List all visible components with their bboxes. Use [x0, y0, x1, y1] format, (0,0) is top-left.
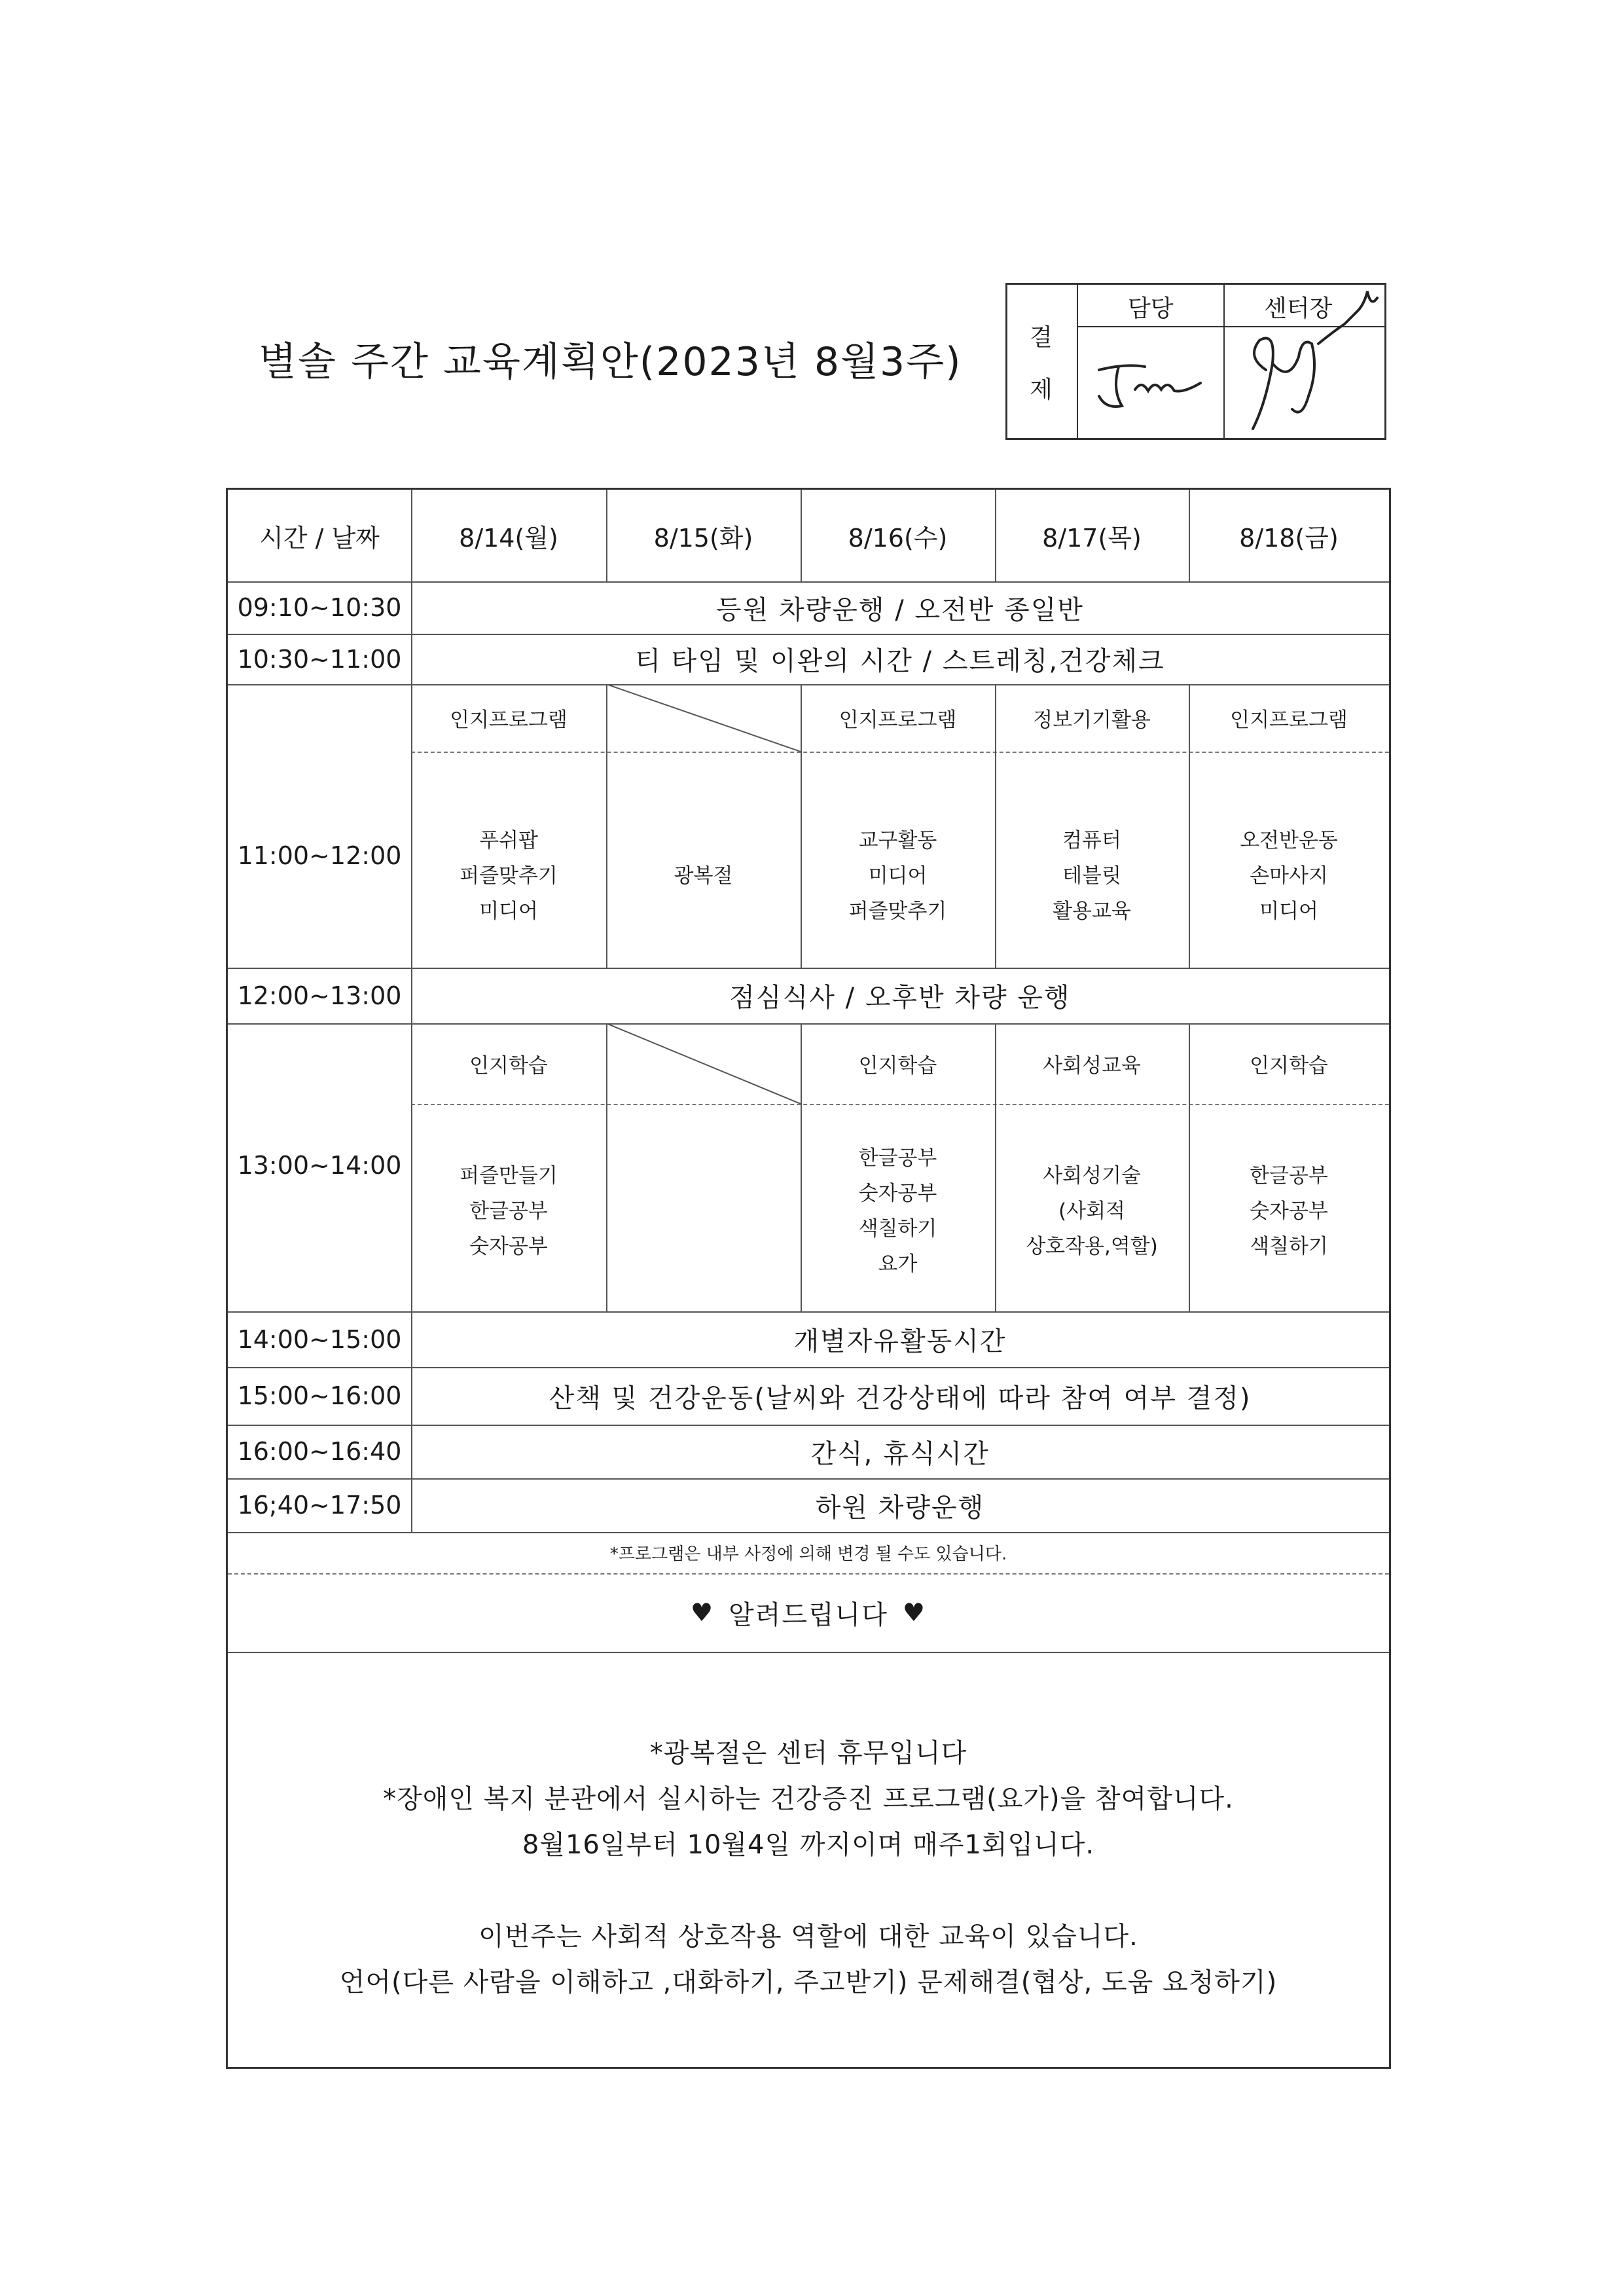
header-day-thu: 8/17(목)	[1042, 523, 1142, 553]
activity-item: 한글공부	[858, 1146, 937, 1170]
notice-line: 언어(다른 사람을 이해하고 ,대화하기, 주고받기) 문제해결(협상, 도움 요청하기)	[339, 1967, 1278, 1997]
page-title: 별솔 주간 교육계획안(2023년 8월3주)	[259, 339, 962, 385]
footnote: *프로그램은 내부 사정에 의해 변경 될 수도 있습니다.	[609, 1544, 1007, 1564]
activity-item: 광복절	[674, 864, 733, 888]
activity-item: 색칠하기	[858, 1216, 937, 1241]
activity-cell	[411, 752, 606, 968]
approval-col-manager: 담당	[1128, 295, 1174, 322]
row-activity: 등원 차량운행 / 오전반 종일반	[715, 594, 1084, 625]
activity-item: (사회적	[1058, 1199, 1125, 1223]
activity-cell	[995, 1104, 1189, 1311]
row-time: 10:30~11:00	[237, 644, 402, 674]
notice-body	[228, 1652, 1389, 2067]
category-cell: 인지프로그램	[839, 708, 957, 732]
activity-item: 요가	[878, 1252, 918, 1276]
activity-cell	[411, 1104, 606, 1311]
row-activity: 개별자유활동시간	[793, 1326, 1007, 1357]
approval-box	[1005, 283, 1386, 440]
category-cell: 인지프로그램	[1230, 708, 1348, 732]
activity-item: 미디어	[868, 864, 928, 888]
row-activity: 티 타임 및 이완의 시간 / 스트레칭,건강체크	[635, 646, 1165, 676]
activity-item: 한글공부	[1250, 1163, 1328, 1188]
holiday-cell	[606, 752, 801, 968]
notice-line: 8월16일부터 10월4일 까지이며 매주1회입니다.	[522, 1830, 1095, 1860]
activity-cell	[1189, 1104, 1389, 1311]
approval-label-1: 결	[1030, 324, 1053, 351]
header-day-fri: 8/18(금)	[1239, 523, 1339, 553]
notice-line: *장애인 복지 분관에서 실시하는 건강증진 프로그램(요가)을 참여합니다.	[383, 1784, 1234, 1814]
schedule-table	[226, 488, 1391, 2069]
row-activity: 산책 및 건강운동(날씨와 건강상태에 따라 참여 여부 결정)	[549, 1383, 1252, 1413]
row-time: 12:00~13:00	[237, 981, 402, 1010]
activity-cell	[995, 752, 1189, 968]
activity-item: 활용교육	[1053, 900, 1131, 923]
activity-item: 미디어	[479, 900, 538, 923]
diagonal-slash	[606, 1023, 801, 1104]
category-cell: 정보기기활용	[1033, 708, 1151, 732]
row-time: 14:00~15:00	[237, 1324, 402, 1354]
category-cell: 인지학습	[858, 1054, 937, 1078]
row-time: 11:00~12:00	[237, 841, 402, 870]
activity-item: 숫자공부	[858, 1181, 937, 1205]
notice-line: 이번주는 사회적 상호작용 역할에 대한 교육이 있습니다.	[478, 1922, 1138, 1952]
activity-item: 색칠하기	[1250, 1234, 1328, 1258]
row-activity: 하원 차량운행	[815, 1492, 985, 1523]
heart-icon: ♥	[691, 1598, 715, 1627]
category-cell: 인지학습	[469, 1054, 548, 1078]
activity-item: 상호작용,역할)	[1026, 1234, 1158, 1258]
activity-item: 숫자공부	[469, 1234, 548, 1258]
row-time: 16;40~17:50	[237, 1491, 402, 1520]
activity-item: 오전반운동	[1240, 829, 1338, 852]
category-cell: 인지프로그램	[450, 708, 568, 732]
row-time: 16:00~16:40	[237, 1437, 402, 1466]
header-time-date: 시간 / 날짜	[259, 523, 380, 553]
activity-item: 퍼즐맞추기	[460, 864, 558, 888]
manager-signature	[1086, 344, 1217, 422]
director-signature	[1227, 278, 1387, 442]
row-time: 13:00~14:00	[237, 1151, 402, 1180]
row-activity: 간식, 휴식시간	[810, 1438, 990, 1469]
activity-item: 숫자공부	[1250, 1199, 1328, 1223]
header-day-wed: 8/16(수)	[848, 523, 948, 553]
category-cell: 사회성교육	[1043, 1054, 1141, 1078]
activity-cell	[801, 752, 995, 968]
header-day-mon: 8/14(월)	[459, 523, 558, 553]
diagonal-slash	[606, 684, 801, 752]
activity-item: 푸쉬팝	[479, 829, 538, 852]
activity-item: 한글공부	[469, 1199, 548, 1223]
approval-label-2: 제	[1030, 376, 1053, 403]
activity-item: 테블릿	[1062, 864, 1121, 888]
heart-icon: ♥	[902, 1598, 926, 1627]
approval-col-director: 센터장	[1264, 295, 1333, 322]
activity-item: 미디어	[1259, 900, 1318, 923]
activity-cell	[1189, 752, 1389, 968]
activity-item: 퍼즐만들기	[460, 1163, 558, 1188]
activity-item: 교구활동	[858, 829, 937, 852]
activity-item: 퍼즐맞추기	[848, 900, 947, 923]
header-day-tue: 8/15(화)	[653, 523, 753, 553]
activity-item: 사회성기술	[1043, 1163, 1141, 1188]
row-time: 15:00~16:00	[237, 1381, 402, 1410]
notice-line: *광복절은 센터 휴무입니다	[649, 1738, 967, 1768]
category-cell: 인지학습	[1250, 1054, 1328, 1078]
row-time: 09:10~10:30	[237, 593, 402, 622]
activity-cell	[801, 1104, 995, 1311]
activity-item: 컴퓨터	[1062, 829, 1121, 852]
row-activity: 점심식사 / 오후반 차량 운행	[729, 983, 1071, 1013]
notice-title-row	[228, 1573, 1389, 1652]
activity-item: 손마사지	[1250, 864, 1328, 888]
notice-title: 알려드립니다	[729, 1599, 888, 1630]
